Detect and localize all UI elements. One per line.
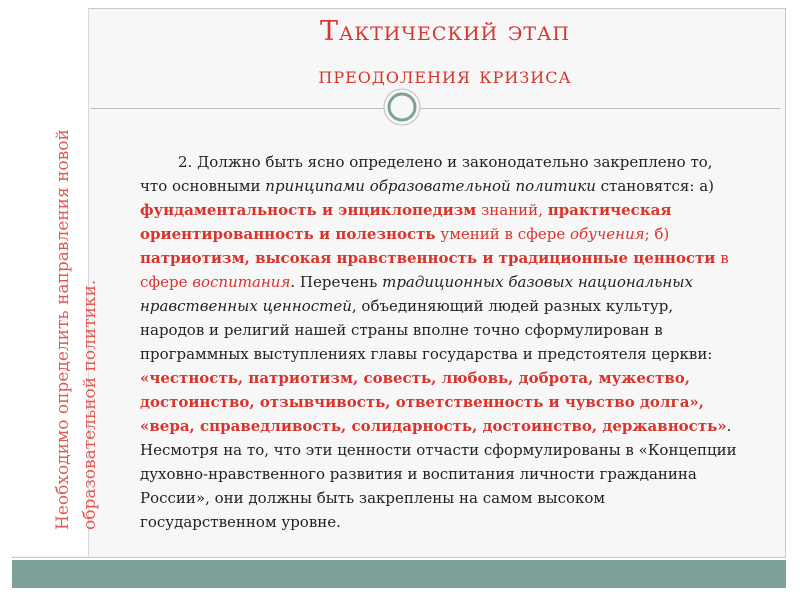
text-segment-red-italic: воспитания	[192, 273, 291, 291]
text-segment: 2. Должно быть ясно определено и законодательно закреплено то, что основными	[140, 153, 713, 195]
text-segment: , объединяющий людей разных культур, народов и религий нашей страны вполне точно сформулирован в программных выступлениях главы государства и предстоятеля церкви:	[140, 297, 713, 363]
text-segment-red: знаний,	[476, 201, 548, 219]
text-segment: . Перечень	[290, 273, 383, 291]
text-segment-italic: традиционных базовых национальных нравственных ценностей	[140, 273, 693, 315]
circle-ornament-icon	[383, 88, 421, 126]
text-segment-red: ; б)	[644, 225, 670, 243]
text-segment-red-bold: практическая ориентированность и полезность	[140, 201, 672, 243]
text-segment-red: умений в сфере	[435, 225, 570, 243]
title-line-1: Тактический этап	[319, 16, 571, 47]
text-segment-red-bold: «честность, патриотизм, совесть, любовь, доброта, мужество, достоинство, отзывчивость, ответственность и чувство долга», «вера, справедливость, солидарность, достоинство, державность»	[140, 369, 727, 435]
text-segment-red-italic: обучения	[570, 225, 645, 243]
text-segment-italic: принципами образовательной политики	[265, 177, 596, 195]
slide-title	[120, 14, 770, 94]
text-segment: . Несмотря на то, что эти ценности отчасти сформулированы в «Концепции духовно-нравственного развития и воспитания личности гражданина России», они должны быть закреплены на самом высоком государственном уровне.	[140, 417, 737, 531]
text-segment: становятся: а)	[595, 177, 715, 195]
side-vertical-text: Необходимо определить направления новой образовательной политики.	[53, 129, 100, 530]
text-segment-red: в сфере	[140, 249, 729, 291]
title-line-2: преодоления кризиса	[318, 63, 572, 89]
text-segment-red-bold: патриотизм, высокая нравственность и традиционные ценности	[140, 249, 716, 267]
title-divider	[90, 108, 780, 109]
footer-bar	[12, 560, 786, 588]
body-paragraph	[140, 150, 740, 534]
text-segment-red-bold: фундаментальность и энциклопедизм	[140, 201, 477, 219]
